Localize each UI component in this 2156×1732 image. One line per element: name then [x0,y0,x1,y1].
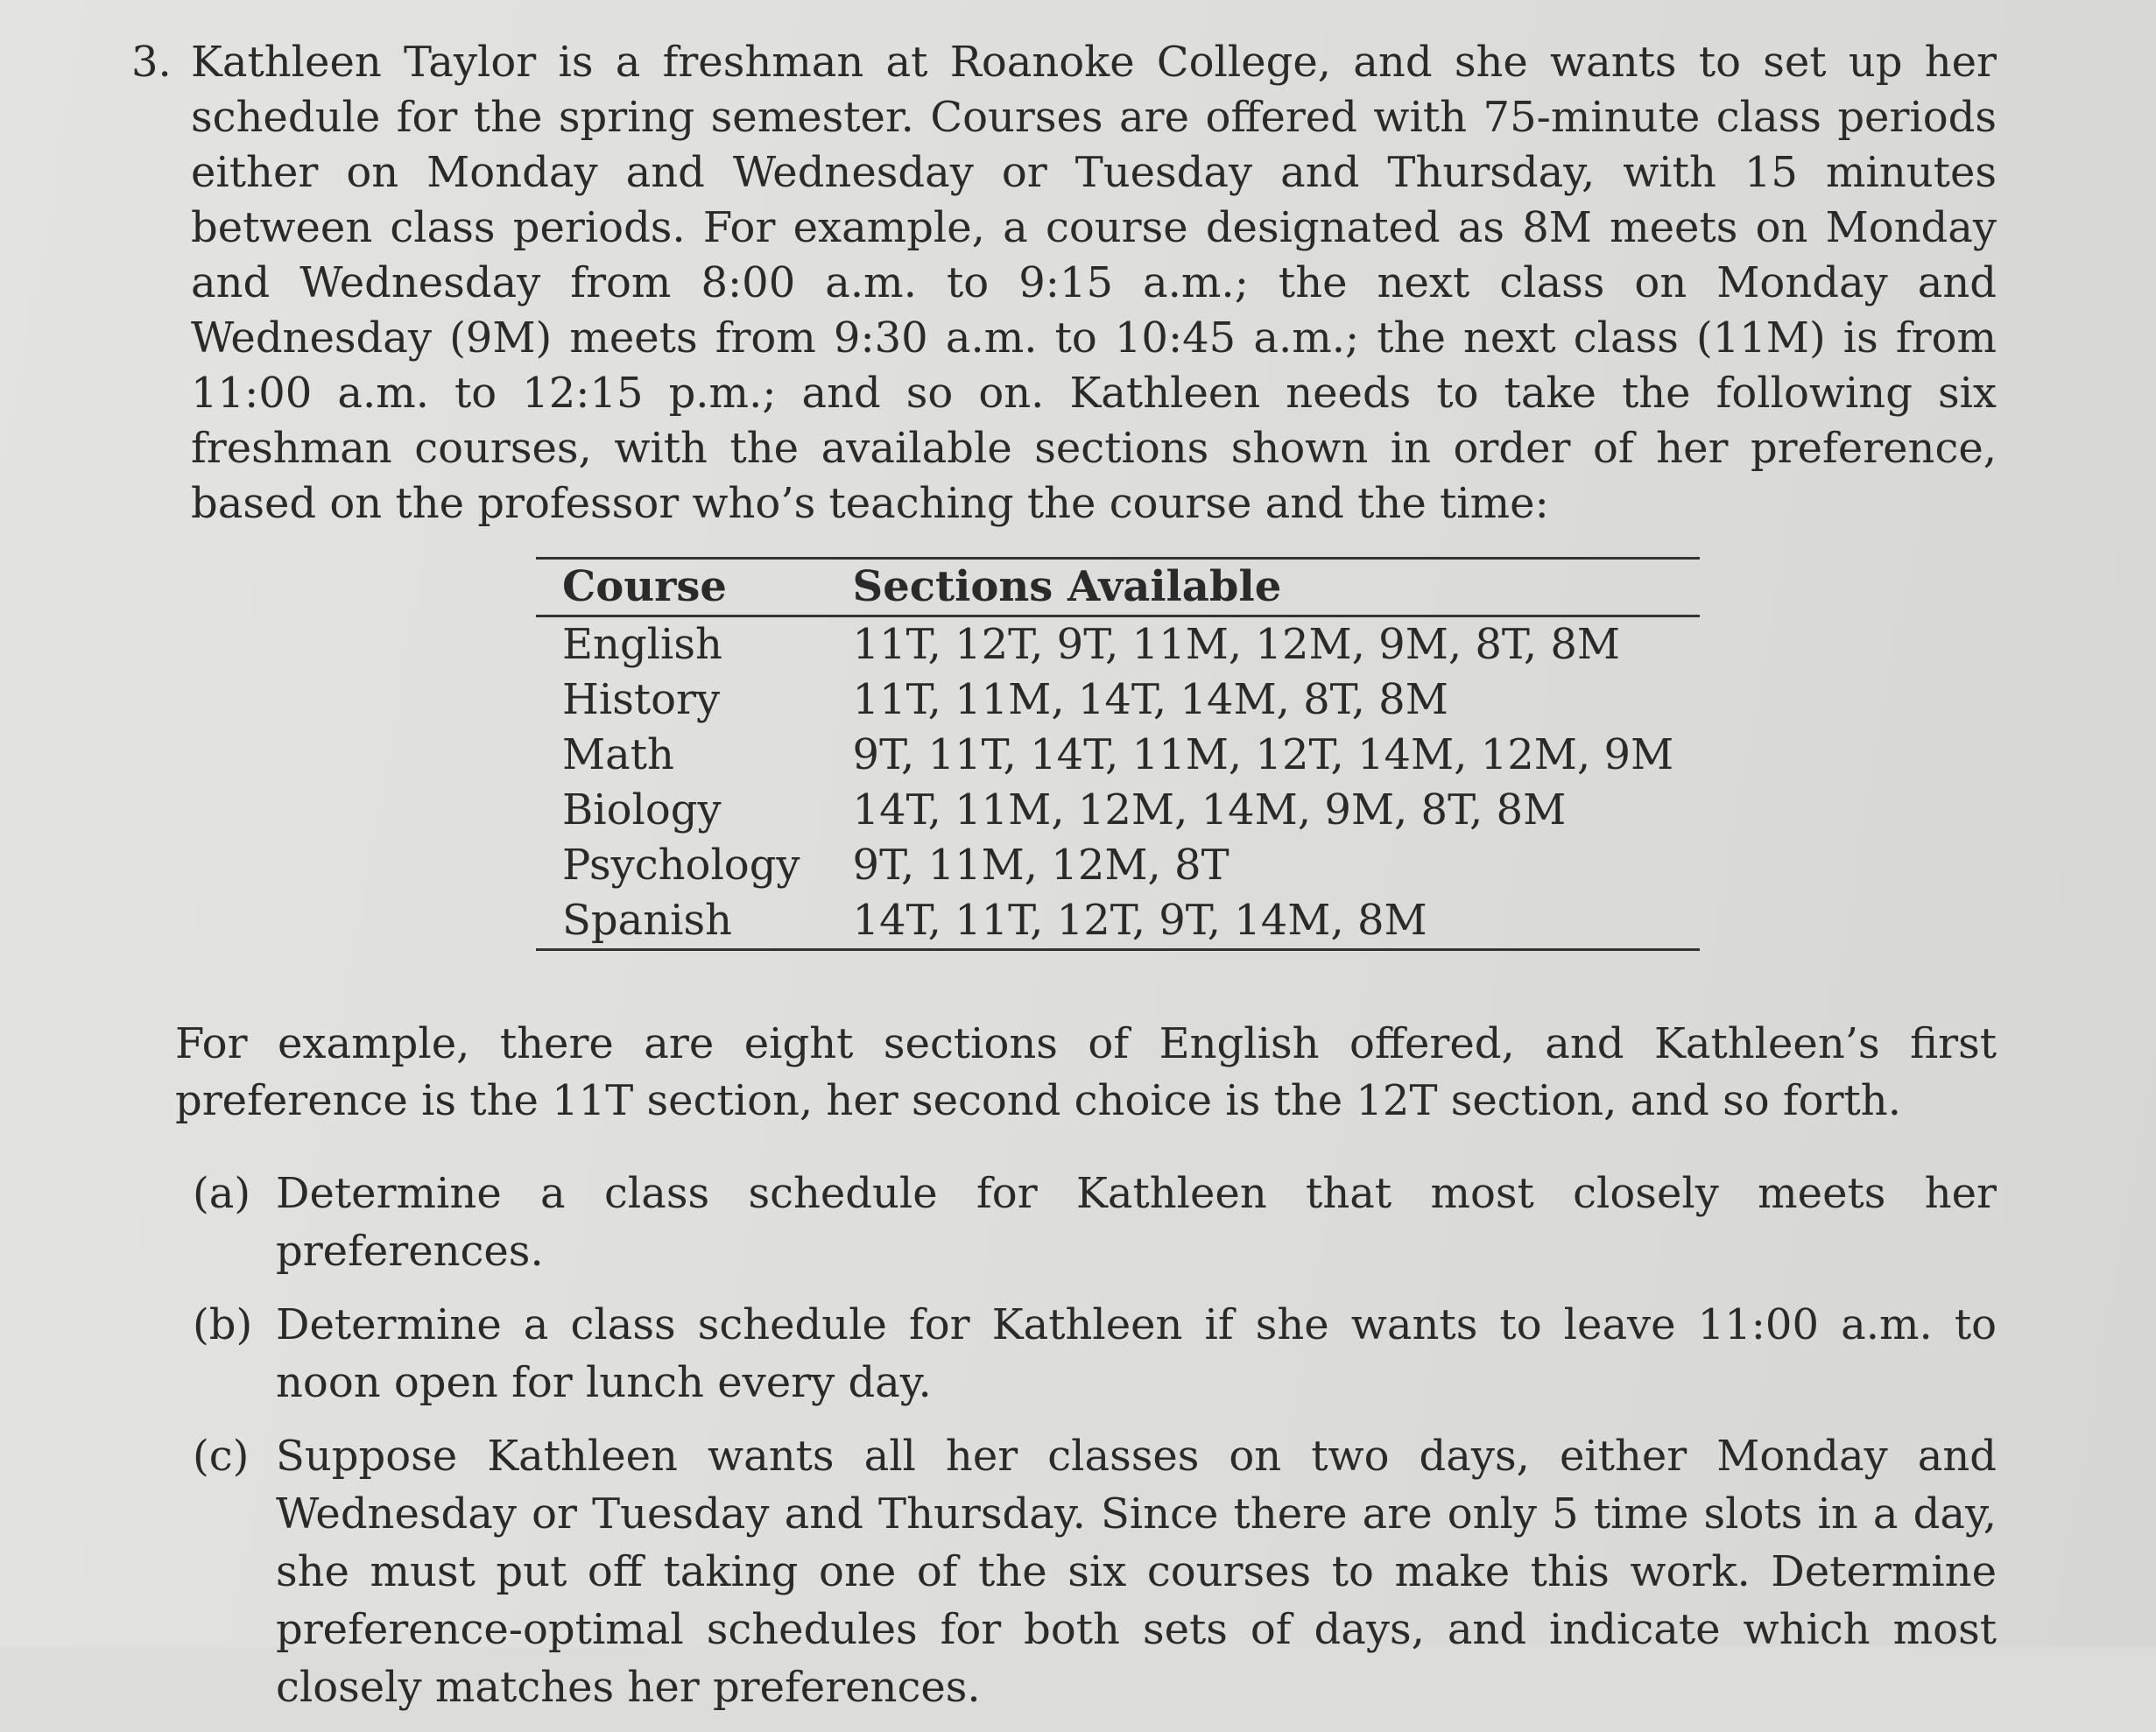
table-header-row [536,559,1700,616]
part-label: (c) [193,1432,250,1481]
column-header-sections: Sections Available [827,559,1701,616]
example-paragraph: For example, there are eight sections of English offered, and Kathleen’s first preference is the 11T section, her second choice is the 12T section, and so forth. [175,1019,1997,1125]
course-name: Biology [562,785,722,834]
sections-available: 14T, 11M, 12M, 14M, 9M, 8T, 8M [852,785,1567,834]
table-row [536,783,1700,838]
part-label: (b) [193,1300,253,1349]
course-name: English [562,620,722,669]
table-row [536,728,1700,783]
sections-available: 11T, 12T, 9T, 11M, 12M, 9M, 8T, 8M [852,620,1621,669]
problem-statement [131,35,1997,532]
table-row [536,616,1700,673]
sections-available: 11T, 11M, 14T, 14M, 8T, 8M [852,675,1448,724]
problem-intro: Kathleen Taylor is a freshman at Roanoke College, and she wants to set up her schedule for the spring semester. Courses are offered with 75-minute class periods either on Monday and Wednesday or Tuesday and Thursday, with 15 minutes between class periods. For example, a course designated as 8M meets on Monday and Wednesday from 8:00 a.m. to 9:15 a.m.; the next class on Monday and Wednesday (9M) meets from 9:30 a.m. to 10:45 a.m.; the next class (11M) is from 11:00 a.m. to 12:15 p.m.; and so on. Kathleen needs to take the following six freshman courses, with the available sections shown in order of her preference, based on the professor who’s teaching the course and the time: [191,38,1997,528]
table-row [536,838,1700,893]
part-text: Suppose Kathleen wants all her classes on two days, either Monday and Wednesday or Tuesday and Thursday. Since there are only 5 time slots in a day, she must put off taking one of the six courses to make this work. Determine preference-optimal schedules for both sets of days, and indicate which most closely matches her preferences. [276,1432,1997,1712]
question-part-b [193,1296,1997,1412]
part-text: Determine a class schedule for Kathleen that most closely meets her preferences. [276,1169,1997,1276]
sections-available: 9T, 11M, 12M, 8T [852,841,1229,890]
question-part-a [193,1165,1997,1280]
sections-available: 9T, 11T, 14T, 11M, 12T, 14M, 12M, 9M [852,730,1674,779]
course-name: Psychology [562,841,800,890]
course-name: Spanish [562,896,733,945]
part-text: Determine a class schedule for Kathleen if she wants to leave 11:00 a.m. to noon open for lunch every day. [276,1300,1997,1407]
column-header-course: Course [536,559,827,616]
course-sections-table [536,557,1700,951]
course-name: Math [562,730,674,779]
table-row [536,893,1700,950]
course-name: History [562,675,721,724]
table-row [536,672,1700,728]
problem-number: 3. [131,38,172,87]
question-part-c [193,1427,1997,1716]
part-label: (a) [193,1169,251,1218]
sections-available: 14T, 11T, 12T, 9T, 14M, 8M [852,896,1427,945]
